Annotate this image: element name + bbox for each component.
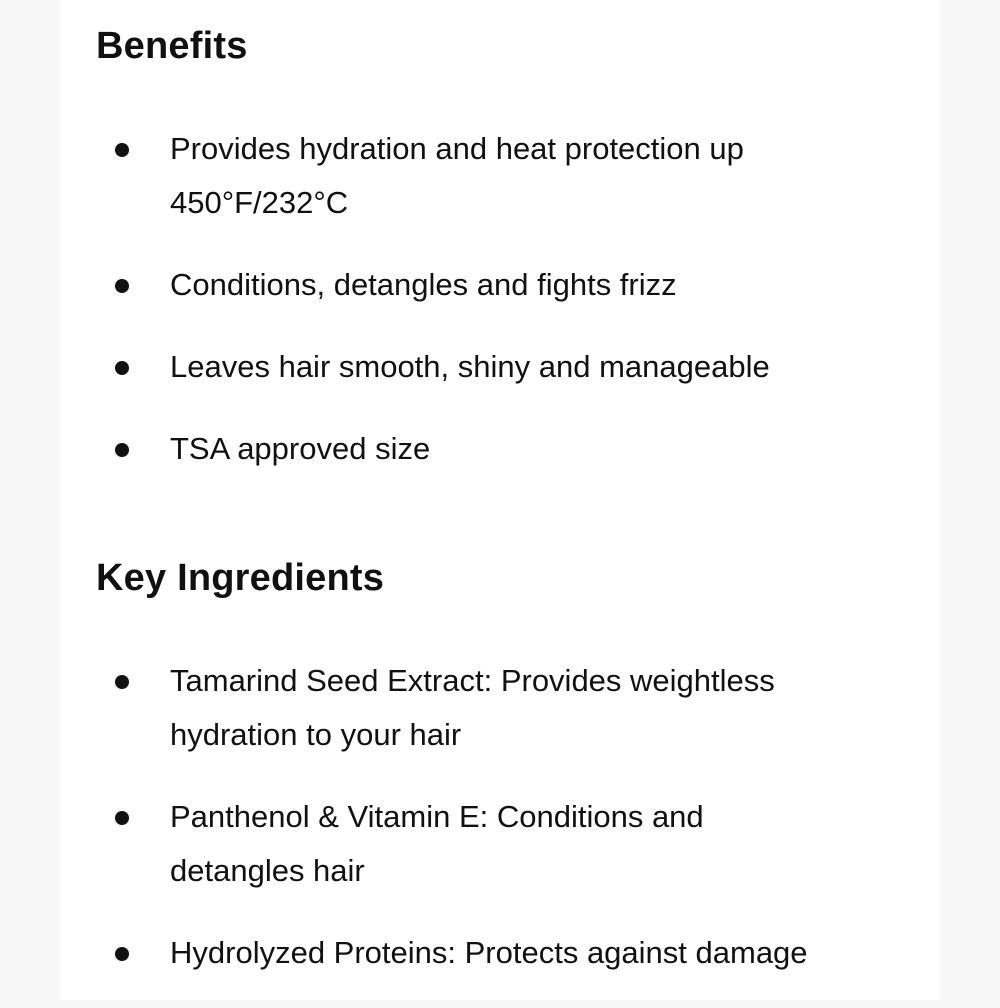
bullet-icon	[115, 811, 129, 825]
ingredient-text: Hydrolyzed Proteins: Protects against damage	[170, 935, 808, 970]
bullet-icon	[115, 143, 129, 157]
key-ingredients-list	[96, 654, 916, 1008]
list-item	[96, 790, 916, 898]
list-item	[96, 926, 916, 980]
benefit-text: Leaves hair smooth, shiny and manageable	[170, 349, 770, 384]
bullet-icon	[115, 361, 129, 375]
benefits-heading: Benefits	[96, 25, 248, 67]
list-item	[96, 340, 916, 394]
benefit-text: Conditions, detangles and fights frizz	[170, 267, 677, 302]
bullet-icon	[115, 675, 129, 689]
bullet-icon	[115, 443, 129, 457]
benefits-list	[96, 122, 916, 504]
benefit-text: Provides hydration and heat protection up 450°F/232°C	[170, 131, 744, 220]
key-ingredients-heading: Key Ingredients	[96, 557, 385, 599]
bullet-icon	[115, 279, 129, 293]
list-item	[96, 654, 916, 762]
benefit-text: TSA approved size	[170, 431, 431, 466]
ingredient-text: Tamarind Seed Extract: Provides weightless hydration to your hair	[170, 663, 775, 752]
product-description-panel	[60, 0, 940, 1000]
list-item	[96, 258, 916, 312]
bullet-icon	[115, 947, 129, 961]
list-item	[96, 422, 916, 476]
ingredient-text: Panthenol & Vitamin E: Conditions and detangles hair	[170, 799, 704, 888]
list-item	[96, 122, 916, 230]
